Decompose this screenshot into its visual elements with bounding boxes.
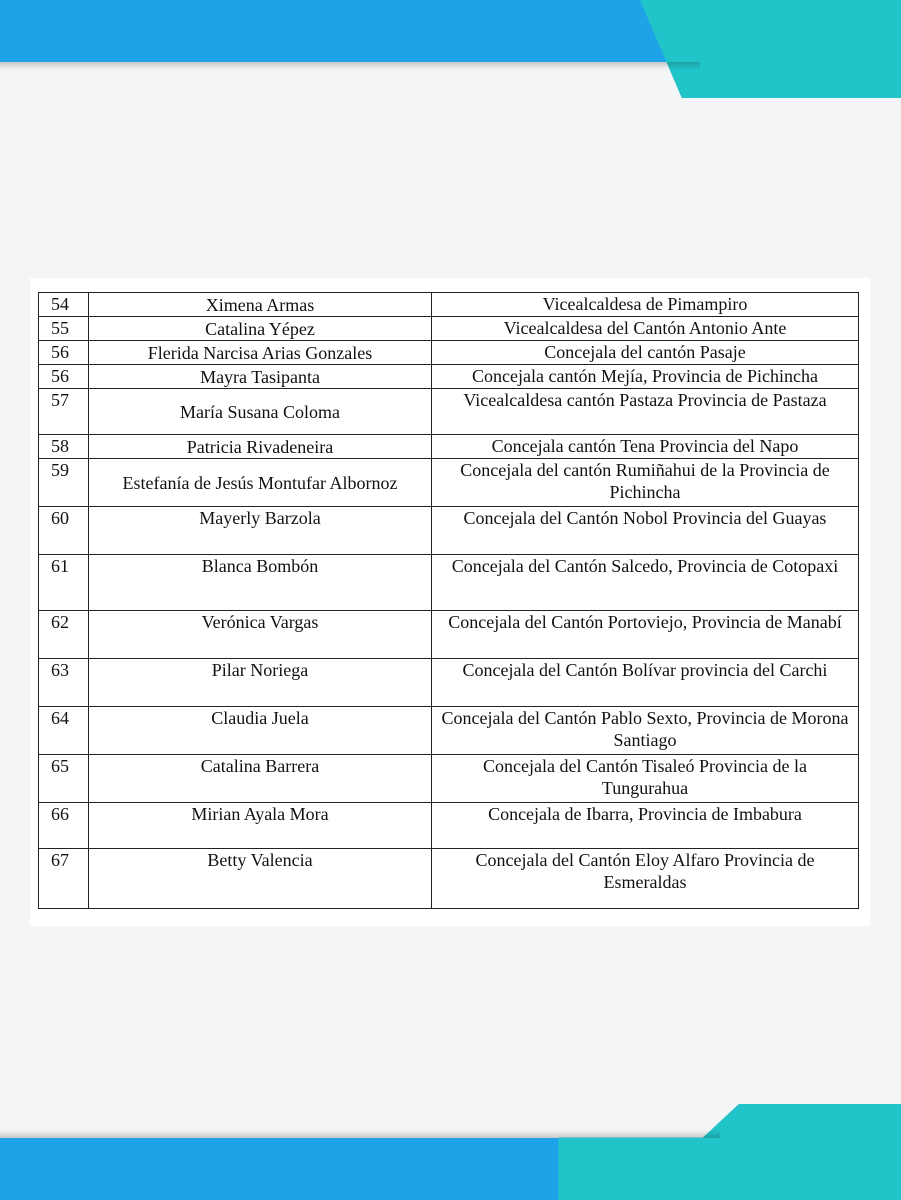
bottom-band-shadow bbox=[0, 1130, 720, 1138]
person-role: Concejala de Ibarra, Provincia de Imbabura bbox=[432, 803, 859, 849]
row-number: 63 bbox=[39, 659, 89, 707]
person-name: Mayra Tasipanta bbox=[89, 365, 432, 389]
person-name: Estefanía de Jesús Montufar Albornoz bbox=[89, 459, 432, 507]
person-role: Concejala del Cantón Tisaleó Provincia de la Tungurahua bbox=[432, 755, 859, 803]
person-role: Concejala del cantón Pasaje bbox=[432, 341, 859, 365]
person-name: Catalina Barrera bbox=[89, 755, 432, 803]
person-role: Concejala del cantón Rumiñahui de la Provincia de Pichincha bbox=[432, 459, 859, 507]
table-row bbox=[39, 803, 859, 849]
row-number: 54 bbox=[39, 293, 89, 317]
top-teal-accent bbox=[640, 0, 901, 98]
table-row bbox=[39, 317, 859, 341]
person-name: Patricia Rivadeneira bbox=[89, 435, 432, 459]
table-row bbox=[39, 341, 859, 365]
person-role: Concejala del Cantón Portoviejo, Provincia de Manabí bbox=[432, 611, 859, 659]
person-name: Pilar Noriega bbox=[89, 659, 432, 707]
table-row bbox=[39, 611, 859, 659]
person-role: Concejala cantón Mejía, Provincia de Pichincha bbox=[432, 365, 859, 389]
table-row bbox=[39, 435, 859, 459]
person-name: Blanca Bombón bbox=[89, 555, 432, 611]
person-role: Concejala del Cantón Pablo Sexto, Provincia de Morona Santiago bbox=[432, 707, 859, 755]
person-name: Flerida Narcisa Arias Gonzales bbox=[89, 341, 432, 365]
row-number: 61 bbox=[39, 555, 89, 611]
person-role: Concejala del Cantón Nobol Provincia del Guayas bbox=[432, 507, 859, 555]
person-name: Mirian Ayala Mora bbox=[89, 803, 432, 849]
row-number: 56 bbox=[39, 365, 89, 389]
row-number: 66 bbox=[39, 803, 89, 849]
table-row bbox=[39, 555, 859, 611]
councilwomen-table bbox=[38, 292, 859, 909]
row-number: 60 bbox=[39, 507, 89, 555]
person-role: Vicealcaldesa de Pimampiro bbox=[432, 293, 859, 317]
row-number: 59 bbox=[39, 459, 89, 507]
table-row bbox=[39, 755, 859, 803]
person-role: Concejala del Cantón Eloy Alfaro Provincia de Esmeraldas bbox=[432, 849, 859, 909]
person-role: Vicealcaldesa cantón Pastaza Provincia de Pastaza bbox=[432, 389, 859, 435]
person-name: María Susana Coloma bbox=[89, 389, 432, 435]
table-row bbox=[39, 707, 859, 755]
table-row bbox=[39, 659, 859, 707]
person-name: Claudia Juela bbox=[89, 707, 432, 755]
table-row bbox=[39, 365, 859, 389]
person-role: Vicealcaldesa del Cantón Antonio Ante bbox=[432, 317, 859, 341]
row-number: 55 bbox=[39, 317, 89, 341]
row-number: 67 bbox=[39, 849, 89, 909]
table-row bbox=[39, 849, 859, 909]
person-name: Catalina Yépez bbox=[89, 317, 432, 341]
person-role: Concejala cantón Tena Provincia del Napo bbox=[432, 435, 859, 459]
top-band-shadow bbox=[0, 62, 700, 70]
row-number: 62 bbox=[39, 611, 89, 659]
row-number: 56 bbox=[39, 341, 89, 365]
row-number: 58 bbox=[39, 435, 89, 459]
person-name: Betty Valencia bbox=[89, 849, 432, 909]
table-row bbox=[39, 293, 859, 317]
person-role: Concejala del Cantón Salcedo, Provincia de Cotopaxi bbox=[432, 555, 859, 611]
person-name: Ximena Armas bbox=[89, 293, 432, 317]
table-row bbox=[39, 459, 859, 507]
person-name: Mayerly Barzola bbox=[89, 507, 432, 555]
row-number: 65 bbox=[39, 755, 89, 803]
table-row bbox=[39, 507, 859, 555]
person-role: Concejala del Cantón Bolívar provincia del Carchi bbox=[432, 659, 859, 707]
table-row bbox=[39, 389, 859, 435]
row-number: 64 bbox=[39, 707, 89, 755]
row-number: 57 bbox=[39, 389, 89, 435]
person-name: Verónica Vargas bbox=[89, 611, 432, 659]
